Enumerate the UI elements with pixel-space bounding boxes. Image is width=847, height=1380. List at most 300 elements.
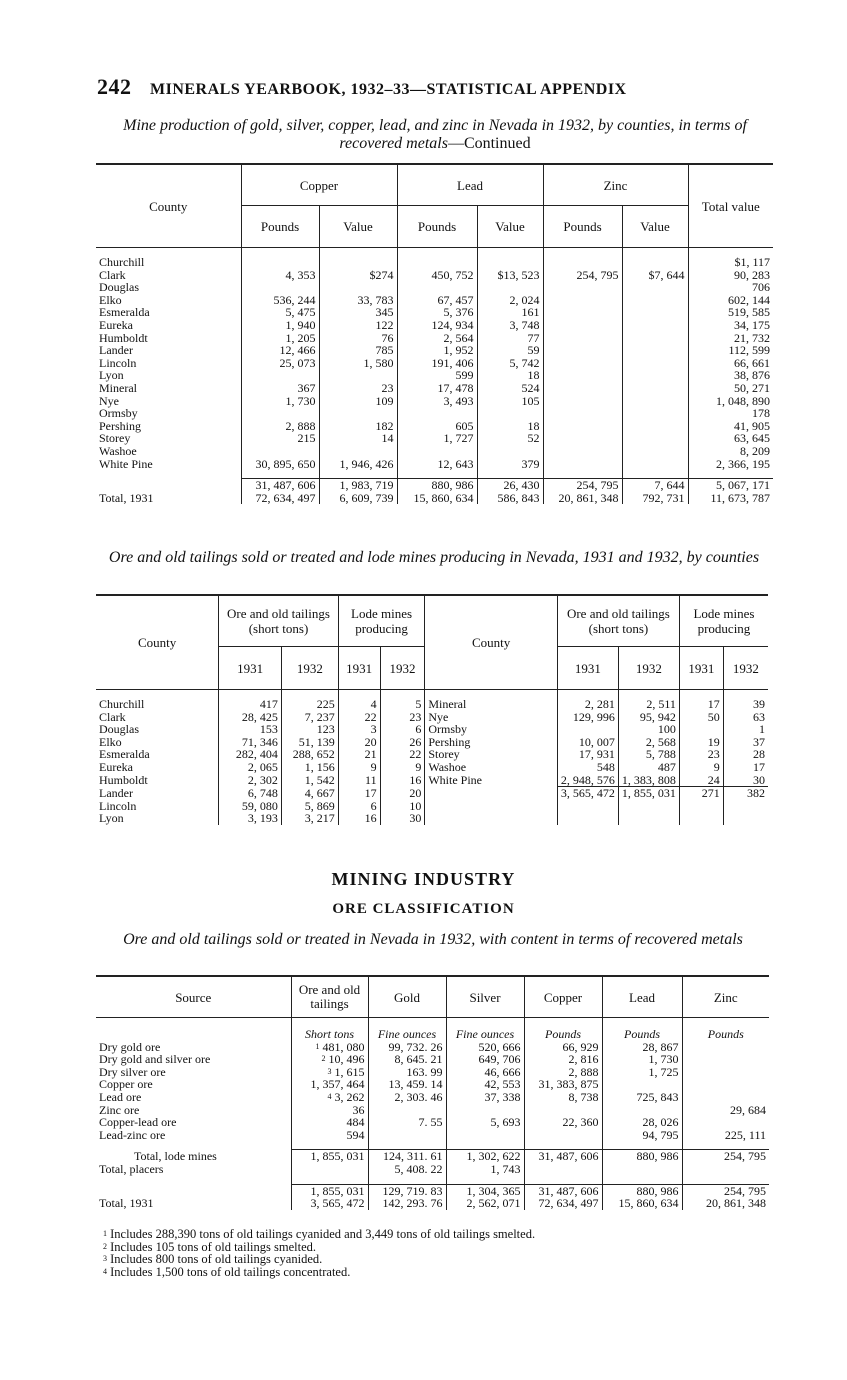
county-name: Ormsby [99,406,138,421]
value-cell: 100 [618,723,679,736]
footnote-mark: 1 [103,1229,107,1238]
row-label-text: Total, 1931 [99,1196,154,1211]
value-cell [682,1129,769,1142]
total-cell: 7, 644 [622,479,688,492]
row-label [96,1197,291,1210]
total-cell: 3, 565, 472 [557,787,618,800]
value-text: 520, 666 [478,1039,521,1054]
value-cell: 785 [319,344,397,357]
county-name: Lyon [99,811,124,826]
value-cell: 3, 217 [281,812,338,825]
total-cell: 586, 843 [477,492,543,505]
value-text: 37, 338 [484,1089,521,1104]
value-text: 5, 693 [490,1115,521,1130]
table-row [96,281,773,294]
value-cell [622,432,688,445]
value-cell [477,281,543,294]
value-cell: 18 [477,369,543,382]
value-cell: 5, 788 [618,748,679,761]
t3-col-ore: Ore and old tailings [291,976,368,1018]
county-name: Lander [99,343,133,358]
table-row [96,723,768,736]
footnote-mark: 1 [315,1041,320,1051]
unit-label: Fine ounces [446,1018,524,1041]
row-label-text: Dry gold and silver ore [99,1052,211,1067]
value-cell [543,407,622,420]
value-cell [397,281,477,294]
value-cell [241,281,319,294]
value-cell: 16 [338,812,380,825]
value-cell [602,1091,682,1104]
county-name: Nye [425,711,558,724]
county-name: Washoe [99,443,137,458]
value-cell [368,1116,446,1129]
row-label-text: Dry silver ore [99,1064,166,1079]
table-row [96,761,768,774]
value-cell: $7, 644 [622,269,688,282]
value-text: 1, 302, 622 [466,1149,521,1164]
footnote [103,1266,535,1279]
t2-ore-1932-right: 1932 [618,647,679,690]
total-cell: 382 [723,787,768,800]
value-cell [446,1091,524,1104]
value-text: 124, 311. 61 [382,1149,443,1164]
value-text: 1, 855, 031 [310,1149,365,1164]
value-cell: 2, 281 [557,698,618,711]
t2-ore-1931-left: 1931 [219,647,282,690]
table-row [96,774,768,787]
value-cell: 5, 376 [397,306,477,319]
value-cell: 6 [380,723,425,736]
value-cell [524,1150,602,1163]
value-cell: 1, 542 [281,774,338,787]
value-cell: 33, 783 [319,294,397,307]
value-cell [622,395,688,408]
value-cell: 519, 585 [688,306,773,319]
value-text: 3, 565, 472 [310,1196,365,1211]
t2-col-ore-right: Ore and old tailings (short tons) [557,595,679,647]
table-row [96,407,773,420]
value-cell [397,445,477,458]
value-cell [446,1116,524,1129]
value-cell [622,319,688,332]
table-row [96,357,773,370]
value-text: 29, 684 [730,1102,766,1117]
value-cell [524,1197,602,1210]
county-name: Eureka [99,759,133,774]
value-cell: 282, 404 [219,748,282,761]
value-text: 2, 303. 46 [394,1089,443,1104]
value-text: 46, 666 [484,1064,521,1079]
footnote-mark: 3 [327,1066,332,1076]
value-text: 225, 111 [724,1127,766,1142]
county-name: Pershing [425,736,558,749]
t2-col-county-right: County [425,595,558,690]
value-cell [622,407,688,420]
total-cell: 1, 983, 719 [319,479,397,492]
value-cell: 4 [338,698,380,711]
total-label: Total, 1931 [99,490,154,505]
value-cell: 178 [688,407,773,420]
value-text: 1, 357, 464 [310,1077,365,1092]
value-cell [602,1129,682,1142]
value-text: 42, 553 [484,1077,521,1092]
value-cell [682,1163,769,1176]
footnote-text: Includes 288,390 tons of old tailings cyanided and 3,449 tons of old tailings smelted. [110,1227,536,1241]
value-cell: 367 [241,382,319,395]
value-cell: 19 [679,736,723,749]
county-name: Esmeralda [99,305,150,320]
value-cell [241,445,319,458]
value-cell [241,407,319,420]
footnotes [103,1228,535,1278]
value-text: 484 [346,1115,365,1130]
table-metal-production [96,163,773,504]
table-row [96,294,773,307]
value-cell: 22 [380,748,425,761]
value-cell: 51, 139 [281,736,338,749]
county-name: Ormsby [425,723,558,736]
t2-lode-1932-right: 1932 [723,647,768,690]
t2-col-ore-left: Ore and old tailings (short tons) [219,595,339,647]
col-county: County [149,198,188,214]
value-cell [543,306,622,319]
county-name: Storey [99,431,131,446]
table-row [96,256,773,269]
value-cell: 2, 366, 195 [688,458,773,471]
units-row [96,1018,769,1041]
value-cell: 3, 748 [477,319,543,332]
value-cell [602,1197,682,1210]
value-cell: 5, 742 [477,357,543,370]
value-cell: $274 [319,269,397,282]
value-text: 7. 55 [418,1115,443,1130]
running-title: MINERALS YEARBOOK, 1932–33—STATISTICAL APPENDIX [150,81,627,98]
value-cell: 59 [477,344,543,357]
value-cell [543,445,622,458]
county-name: Elko [99,734,122,749]
value-cell [524,1091,602,1104]
value-cell: 1, 580 [319,357,397,370]
value-cell: 1, 048, 890 [688,395,773,408]
county-name: Lyon [99,368,124,383]
col-copper-value: Value [319,206,397,248]
county-name: Mineral [425,698,558,711]
table-row [96,698,768,711]
t2-col-lode-right: Lode mines producing [679,595,768,647]
value-cell: 12, 466 [241,344,319,357]
value-cell: 450, 752 [397,269,477,282]
value-cell [622,357,688,370]
value-text: 15, 860, 634 [618,1196,679,1211]
page-number: 242 [97,74,132,99]
value-cell [622,445,688,458]
county-name: Clark [99,709,126,724]
value-cell [446,1129,524,1142]
value-cell [682,1104,769,1117]
row-label-text: Lead-zinc ore [99,1127,166,1142]
subtotal-row [96,1163,769,1176]
value-cell [543,357,622,370]
value-cell: 129, 996 [557,711,618,724]
county-name: Douglas [99,280,139,295]
value-cell: 18 [477,420,543,433]
total-cell: 880, 986 [397,479,477,492]
value-cell: 1, 156 [281,761,338,774]
table-row [96,458,773,471]
value-cell: 12, 643 [397,458,477,471]
value-text: 66, 929 [562,1039,599,1054]
county-name: Esmeralda [99,747,150,762]
row-label [96,1163,291,1176]
col-zinc-value: Value [622,206,688,248]
total-cell: 15, 860, 634 [397,492,477,505]
value-cell: 23 [380,711,425,724]
value-cell: 25, 073 [241,357,319,370]
value-cell [368,1197,446,1210]
value-cell: 6, 748 [219,787,282,800]
total-cell: 5, 067, 171 [688,479,773,492]
value-cell: 2, 568 [618,736,679,749]
value-cell [524,1116,602,1129]
value-cell: 9 [679,761,723,774]
value-cell [368,1091,446,1104]
value-cell: 67, 457 [397,294,477,307]
county-name: Lincoln [99,355,137,370]
total-cell: 254, 795 [543,479,622,492]
value-text: 94, 795 [642,1127,679,1142]
value-cell: 16 [380,774,425,787]
value-cell: 417 [219,698,282,711]
total-cell: 11, 673, 787 [688,492,773,505]
value-cell: 20 [338,736,380,749]
value-cell [397,256,477,269]
value-cell: 225 [281,698,338,711]
value-cell: 50 [679,711,723,724]
value-cell: 3, 493 [397,395,477,408]
value-cell [543,294,622,307]
county-name: Pershing [99,418,141,433]
row-label-text: Total, lode mines [134,1148,217,1163]
county-name: Mineral [99,380,137,395]
value-cell: 8, 209 [688,445,773,458]
value-cell [682,1150,769,1163]
county-name: Clark [99,267,126,282]
value-cell: 254, 795 [543,269,622,282]
total-row [96,1197,769,1210]
value-cell: 10 [380,800,425,813]
value-cell [543,344,622,357]
value-cell: 5, 869 [281,800,338,813]
footnote-text: Includes 1,500 tons of old tailings concentrated. [110,1264,351,1279]
total-cell: 1, 855, 031 [618,787,679,800]
value-cell: 4, 667 [281,787,338,800]
table3-caption: Ore and old tailings sold or treated in Nevada in 1932, with content in terms of recovered metals [123,931,743,948]
value-cell: 3 [338,723,380,736]
value-cell: 77 [477,332,543,345]
total-cell [425,787,558,800]
value-cell [397,407,477,420]
table-row [96,319,773,332]
value-cell: 1, 730 [241,395,319,408]
unit-label: Short tons [291,1018,368,1041]
value-cell: 2, 511 [618,698,679,711]
county-name: Churchill [99,255,145,269]
value-cell: 10, 007 [557,736,618,749]
value-cell: 2, 065 [219,761,282,774]
table2-caption: Ore and old tailings sold or treated and lode mines producing in Nevada, 1931 and 1932, by counties [108,549,760,566]
county-name: Douglas [99,722,139,737]
value-cell: 6 [338,800,380,813]
t2-lode-1932-left: 1932 [380,647,425,690]
value-cell: 7, 237 [281,711,338,724]
footnote-mark: 3 [103,1254,107,1264]
value-text: 129, 719. 83 [382,1183,443,1198]
value-cell: 524 [477,382,543,395]
table-row [96,332,773,345]
value-text: 1, 725 [648,1064,679,1079]
value-cell: 23 [319,382,397,395]
t3-col-source: Source [175,989,212,1005]
value-cell [291,1197,368,1210]
unit-label: Pounds [602,1018,682,1041]
t2-ore-1932-left: 1932 [281,647,338,690]
section-title: MINING INDUSTRY [331,869,516,889]
value-cell: 2, 888 [241,420,319,433]
value-cell [622,382,688,395]
value-cell [682,1078,769,1091]
total-cell: 6, 609, 739 [319,492,397,505]
value-cell: 2, 024 [477,294,543,307]
col-total-value: Total value [688,164,773,248]
value-cell: 21, 732 [688,332,773,345]
table-row [96,1091,769,1104]
table-row [96,369,773,382]
col-lead: Lead [397,164,543,206]
footnote-text: Includes 800 tons of old tailings cyanided. [110,1252,323,1267]
value-cell: 3, 193 [219,812,282,825]
county-name: Nye [99,393,119,408]
total-label [96,479,241,492]
value-cell: 1, 940 [241,319,319,332]
table-row [96,787,768,800]
value-cell [622,458,688,471]
table-row [96,269,773,282]
value-cell [543,332,622,345]
value-cell: 191, 406 [397,357,477,370]
value-cell: 63 [723,711,768,724]
value-cell [622,294,688,307]
value-text: 8, 738 [568,1089,599,1104]
value-cell: 345 [319,306,397,319]
value-text: 20, 861, 348 [706,1196,766,1211]
value-text: 72, 634, 497 [538,1196,599,1211]
value-cell [543,382,622,395]
value-text: 28, 867 [642,1039,679,1054]
value-cell [543,420,622,433]
value-cell: 2, 302 [219,774,282,787]
table1-caption [90,117,780,153]
total-cell: 792, 731 [622,492,688,505]
t3-col-gold: Gold [368,976,446,1018]
col-lead-pounds: Pounds [397,206,477,248]
value-cell: 38, 876 [688,369,773,382]
value-cell [622,332,688,345]
value-text: 31, 487, 606 [538,1149,599,1164]
value-text: 2, 816 [568,1052,599,1067]
value-cell: 1, 205 [241,332,319,345]
table-row [96,432,773,445]
value-cell: 34, 175 [688,319,773,332]
county-name: White Pine [425,774,558,787]
row-label-text: Copper ore [99,1077,153,1092]
county-name: Eureka [99,317,133,332]
t2-col-lode-left: Lode mines producing [338,595,425,647]
county-name: Elko [99,292,122,307]
row-label-text: Total, placers [99,1161,164,1176]
value-cell: 2, 948, 576 [557,774,618,787]
col-zinc: Zinc [543,164,688,206]
t2-col-county-left: County [137,635,177,650]
col-copper: Copper [241,164,397,206]
value-cell [543,395,622,408]
value-cell [543,319,622,332]
value-cell: 105 [477,395,543,408]
footnote-mark: 4 [327,1091,332,1101]
unit-label: Pounds [524,1018,602,1041]
value-cell: 4, 353 [241,269,319,282]
value-cell [622,281,688,294]
value-cell: 1, 946, 426 [319,458,397,471]
total-row [96,492,773,505]
value-cell [368,1129,446,1142]
value-text: 1, 615 [334,1064,365,1079]
value-cell: 14 [319,432,397,445]
table1-caption-tail: —Continued [447,135,531,152]
value-cell: 153 [219,723,282,736]
value-cell: 161 [477,306,543,319]
row-label-text: Lead ore [99,1089,142,1104]
value-cell: 50, 271 [688,382,773,395]
value-cell: 30, 895, 650 [241,458,319,471]
table-row [96,445,773,458]
value-cell: 602, 144 [688,294,773,307]
value-text: 8, 645. 21 [394,1052,443,1067]
t2-ore-1931-right: 1931 [557,647,618,690]
value-cell: 124, 934 [397,319,477,332]
unit-label: Fine ounces [368,1018,446,1041]
value-cell: 90, 283 [688,269,773,282]
value-text: 163. 99 [406,1064,443,1079]
value-cell: 30 [723,774,768,787]
value-cell: 39 [723,698,768,711]
value-cell: 605 [397,420,477,433]
footnote-mark: 2 [103,1241,107,1251]
value-cell: 21 [338,748,380,761]
value-cell [319,256,397,269]
value-cell: 1, 952 [397,344,477,357]
value-cell [622,369,688,382]
table-row [96,812,768,825]
t3-col-zinc: Zinc [682,976,769,1018]
value-cell: 706 [688,281,773,294]
value-cell [524,1129,602,1142]
total-cell: 31, 487, 606 [241,479,319,492]
total-cell: 26, 430 [477,479,543,492]
value-cell [319,407,397,420]
value-text: 1, 855, 031 [310,1183,365,1198]
footnote-mark: 2 [321,1054,326,1064]
